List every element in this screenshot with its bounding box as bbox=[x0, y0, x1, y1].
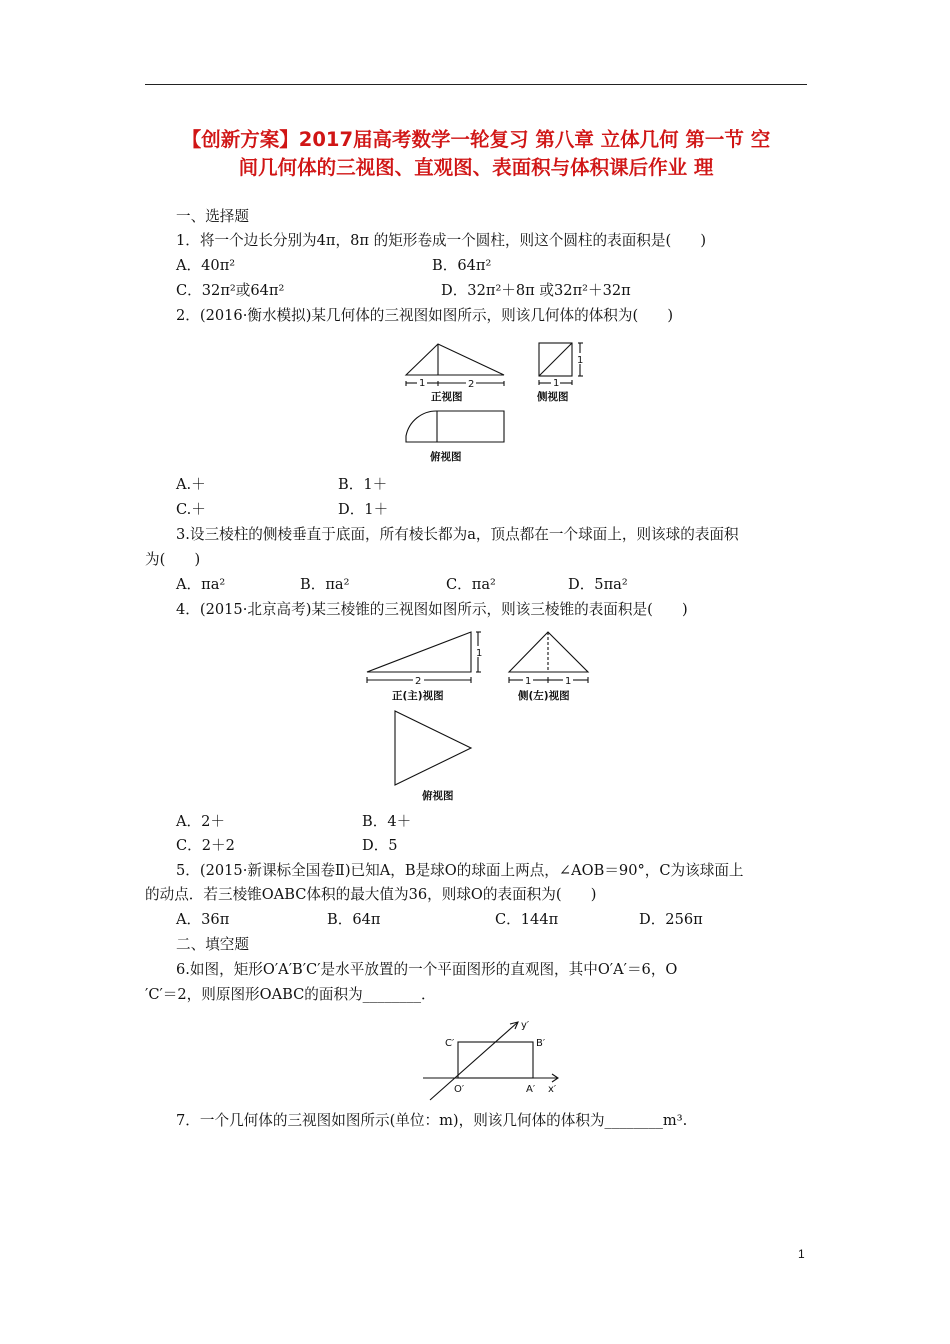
page-number: 1 bbox=[798, 1247, 805, 1261]
q6-stem-line-2: ′C′＝2，则原图形OABC的面积为________． bbox=[145, 986, 436, 1003]
q4-top-caption: 俯视图 bbox=[422, 790, 454, 802]
q3-option-c: C．πa² bbox=[446, 576, 496, 593]
q6-axes bbox=[423, 1022, 558, 1100]
q6-oblique-figure bbox=[418, 1012, 568, 1104]
q1-option-b: B．64π² bbox=[432, 257, 492, 274]
q6-rectangle bbox=[458, 1042, 533, 1078]
q5-option-a: A．36π bbox=[176, 911, 230, 928]
q2-front-dim-2: 2 bbox=[468, 379, 475, 390]
section-fill-heading: 二、填空题 bbox=[176, 936, 249, 953]
q2-three-view-figure bbox=[396, 334, 596, 466]
q4-side-dim-left: 1 bbox=[525, 676, 532, 687]
q4-front-view bbox=[367, 632, 481, 683]
q4-front-caption: 正(主)视图 bbox=[392, 690, 444, 702]
q1-option-a: A．40π² bbox=[176, 257, 236, 274]
q4-top-view bbox=[395, 711, 471, 785]
q1-option-c: C．32π²或64π² bbox=[176, 282, 285, 299]
header-rule bbox=[145, 84, 807, 85]
q2-front-dim-1: 1 bbox=[419, 378, 426, 389]
q3-option-b: B．πa² bbox=[300, 576, 350, 593]
q6-label-a: A′ bbox=[526, 1084, 536, 1095]
q5-option-c: C．144π bbox=[495, 911, 559, 928]
q4-option-d: D．5 bbox=[362, 837, 398, 854]
q6-label-y: y′ bbox=[521, 1020, 530, 1031]
q3-option-a: A．πa² bbox=[176, 576, 226, 593]
q4-three-view-figure bbox=[360, 626, 600, 804]
q6-stem-line-1: 6.如图，矩形O′A′B′C′是水平放置的一个平面图形的直观图，其中O′A′＝6，O bbox=[176, 961, 678, 978]
q2-option-b: B．1＋ bbox=[338, 476, 388, 493]
q2-stem: 2．(2016·衡水模拟)某几何体的三视图如图所示，则该几何体的体积为( ) bbox=[176, 307, 674, 324]
q6-label-x: x′ bbox=[548, 1084, 557, 1095]
q3-option-d: D．5πa² bbox=[568, 576, 628, 593]
q5-option-b: B．64π bbox=[327, 911, 381, 928]
q4-side-view bbox=[509, 632, 588, 683]
section-choice-heading: 一、选择题 bbox=[176, 208, 249, 225]
q7-stem: 7．一个几何体的三视图如图所示(单位：m)，则该几何体的体积为________m³. bbox=[176, 1112, 688, 1129]
doc-title-line-1: 【创新方案】2017届高考数学一轮复习 第八章 立体几何 第一节 空 bbox=[181, 128, 771, 151]
q1-stem: 1．将一个边长分别为4π，8π 的矩形卷成一个圆柱，则这个圆柱的表面积是( ) bbox=[176, 232, 707, 249]
q2-side-caption: 侧视图 bbox=[537, 391, 569, 403]
q4-option-c: C．2＋2 bbox=[176, 837, 235, 854]
q5-stem-line-1: 5．(2015·新课标全国卷Ⅱ)已知A，B是球O的球面上两点，∠AOB＝90°，C为该球面上 bbox=[176, 862, 744, 879]
q4-option-b: B．4＋ bbox=[362, 813, 412, 830]
q6-label-c: C′ bbox=[445, 1038, 455, 1049]
q2-top-view bbox=[406, 411, 504, 442]
q2-top-caption: 俯视图 bbox=[430, 451, 462, 463]
q5-stem-line-2: 的动点．若三棱锥OABC体积的最大值为36，则球O的表面积为( ) bbox=[145, 886, 597, 903]
q4-front-dim-w: 2 bbox=[415, 676, 422, 687]
q1-option-d: D．32π²＋8π 或32π²＋32π bbox=[441, 282, 631, 299]
q2-side-dim-height: 1 bbox=[577, 355, 584, 366]
q2-option-c: C.＋ bbox=[176, 501, 206, 518]
q3-stem-line-1: 3.设三棱柱的侧棱垂直于底面，所有棱长都为a，顶点都在一个球面上，则该球的表面积 bbox=[176, 526, 739, 543]
q4-front-dim-h: 1 bbox=[476, 648, 483, 659]
doc-title-line-2: 间几何体的三视图、直观图、表面积与体积课后作业 理 bbox=[238, 156, 714, 179]
q3-stem-line-2: 为( ) bbox=[145, 551, 201, 568]
q2-front-caption: 正视图 bbox=[431, 391, 463, 403]
q4-side-caption: 侧(左)视图 bbox=[518, 690, 570, 702]
q4-option-a: A．2＋ bbox=[176, 813, 226, 830]
q4-side-dim-right: 1 bbox=[565, 676, 572, 687]
q6-label-o: O′ bbox=[454, 1084, 465, 1095]
q6-label-b: B′ bbox=[536, 1038, 546, 1049]
q2-side-dim-width: 1 bbox=[553, 378, 560, 389]
q4-stem: 4．(2015·北京高考)某三棱锥的三视图如图所示，则该三棱锥的表面积是( ) bbox=[176, 601, 688, 618]
q2-option-a: A.＋ bbox=[176, 476, 206, 493]
q5-option-d: D．256π bbox=[639, 911, 703, 928]
q2-option-d: D．1＋ bbox=[338, 501, 389, 518]
